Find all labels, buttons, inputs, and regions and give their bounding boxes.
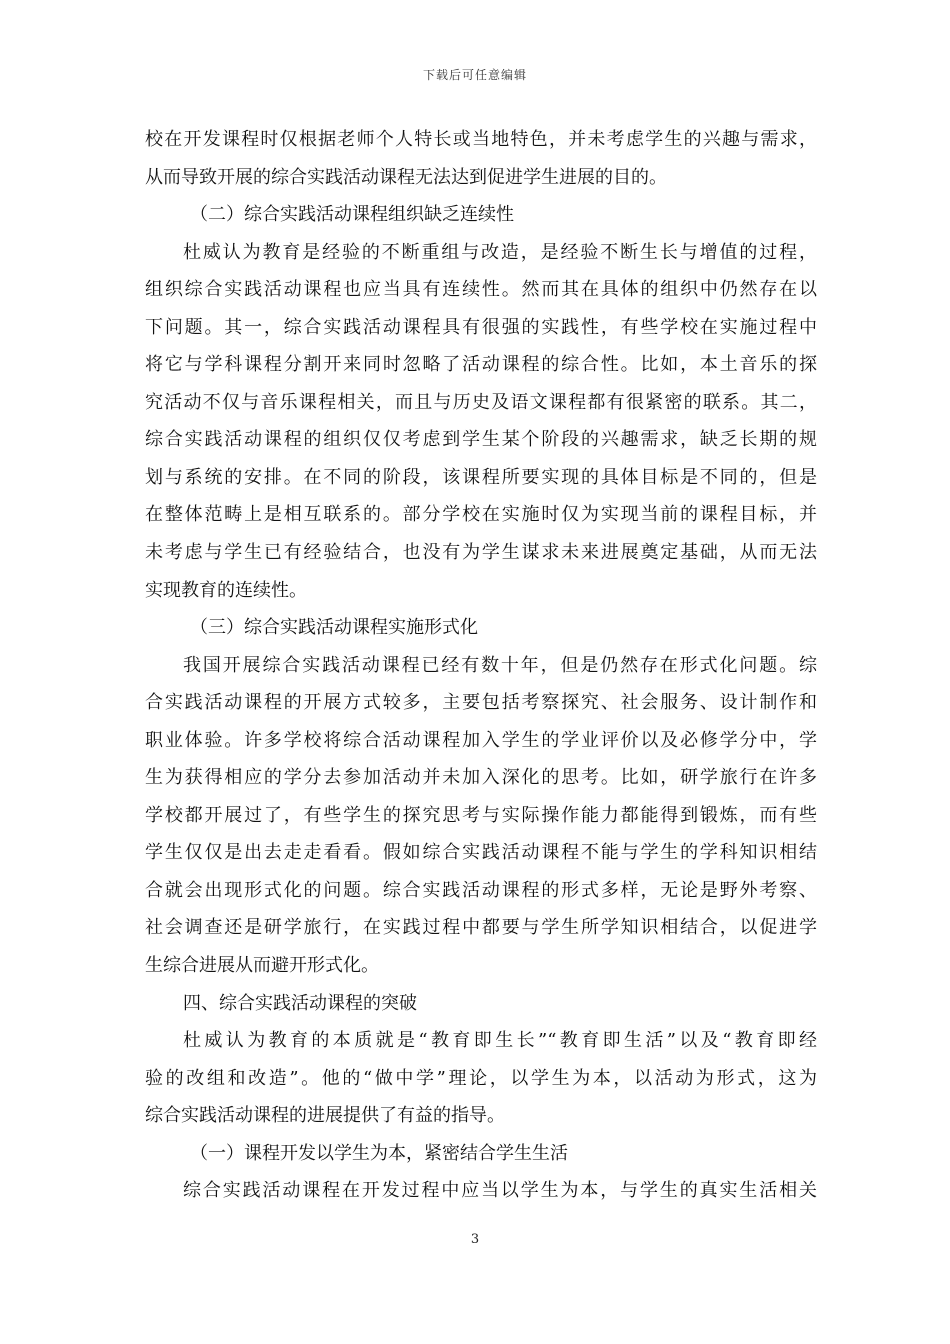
text-line: 综合实践活动课程的组织仅仅考虑到学生某个阶段的兴趣需求，缺乏长期的规 [145, 429, 817, 451]
paragraph-first-line: 杜威认为教育的本质就是“教育即生长”“教育即生活”以及“教育即经 [183, 1030, 817, 1052]
chapter-heading: 四、综合实践活动课程的突破 [183, 992, 417, 1014]
section-heading: （三）综合实践活动课程实施形式化 [190, 617, 478, 639]
document-body [145, 121, 817, 1210]
text-line: 校在开发课程时仅根据老师个人特长或当地特色，并未考虑学生的兴趣与需求， [145, 129, 817, 150]
text-line: 组织综合实践活动课程也应当具有连续性。然而其在具体的组织中仍然存在以 [145, 279, 817, 301]
text-line: 合就会出现形式化的问题。综合实践活动课程的形式多样，无论是野外考察、 [145, 879, 817, 901]
text-line: 究活动不仅与音乐课程相关，而且与历史及语文课程都有很紧密的联系。其二， [145, 391, 817, 413]
text-line: 从而导致开展的综合实践活动课程无法达到促进学生进展的目的。 [145, 166, 667, 188]
page-header: 下载后可任意编辑 [422, 68, 527, 82]
text-line: 将它与学科课程分割开来同时忽略了活动课程的综合性。比如，本土音乐的探 [145, 354, 817, 376]
text-line: 职业体验。许多学校将综合活动课程加入学生的学业评价以及必修学分中，学 [145, 729, 817, 751]
text-line: 验的改组和改造”。他的“做中学”理论，以学生为本，以活动为形式，这为 [145, 1067, 817, 1089]
page-number: 3 [470, 1232, 480, 1247]
paragraph-first-line: 我国开展综合实践活动课程已经有数十年，但是仍然存在形式化问题。综 [183, 654, 817, 676]
text-line: 生为获得相应的学分去参加活动并未加入深化的思考。比如，研学旅行在许多 [145, 767, 817, 789]
text-line: 在整体范畴上是相互联系的。部分学校在实施时仅为实现当前的课程目标，并 [145, 504, 817, 526]
paragraph-first-line: 综合实践活动课程在开发过程中应当以学生为本，与学生的真实生活相关 [183, 1180, 817, 1202]
text-line: 生综合进展从而避开形式化。 [145, 955, 379, 977]
text-line: 社会调查还是研学旅行，在实践过程中都要与学生所学知识相结合，以促进学 [145, 917, 817, 939]
text-line: 实现教育的连续性。 [145, 579, 307, 601]
paragraph-first-line: 杜威认为教育是经验的不断重组与改造，是经验不断生长与增值的过程， [183, 241, 817, 263]
section-heading: （二）综合实践活动课程组织缺乏连续性 [190, 204, 514, 226]
text-line: 学生仅仅是出去走走看看。假如综合实践活动课程不能与学生的学科知识相结 [145, 842, 817, 864]
text-line: 学校都开展过了，有些学生的探究思考与实际操作能力都能得到锻炼，而有些 [145, 804, 817, 826]
text-line: 未考虑与学生已有经验结合，也没有为学生谋求未来进展奠定基础，从而无法 [145, 542, 817, 564]
text-line: 下问题。其一，综合实践活动课程具有很强的实践性，有些学校在实施过程中 [145, 316, 817, 338]
text-line: 合实践活动课程的开展方式较多，主要包括考察探究、社会服务、设计制作和 [145, 692, 817, 714]
text-line: 综合实践活动课程的进展提供了有益的指导。 [145, 1105, 505, 1127]
text-line: 划与系统的安排。在不同的阶段，该课程所要实现的具体目标是不同的，但是 [145, 466, 817, 488]
section-heading: （一）课程开发以学生为本，紧密结合学生生活 [190, 1142, 568, 1164]
